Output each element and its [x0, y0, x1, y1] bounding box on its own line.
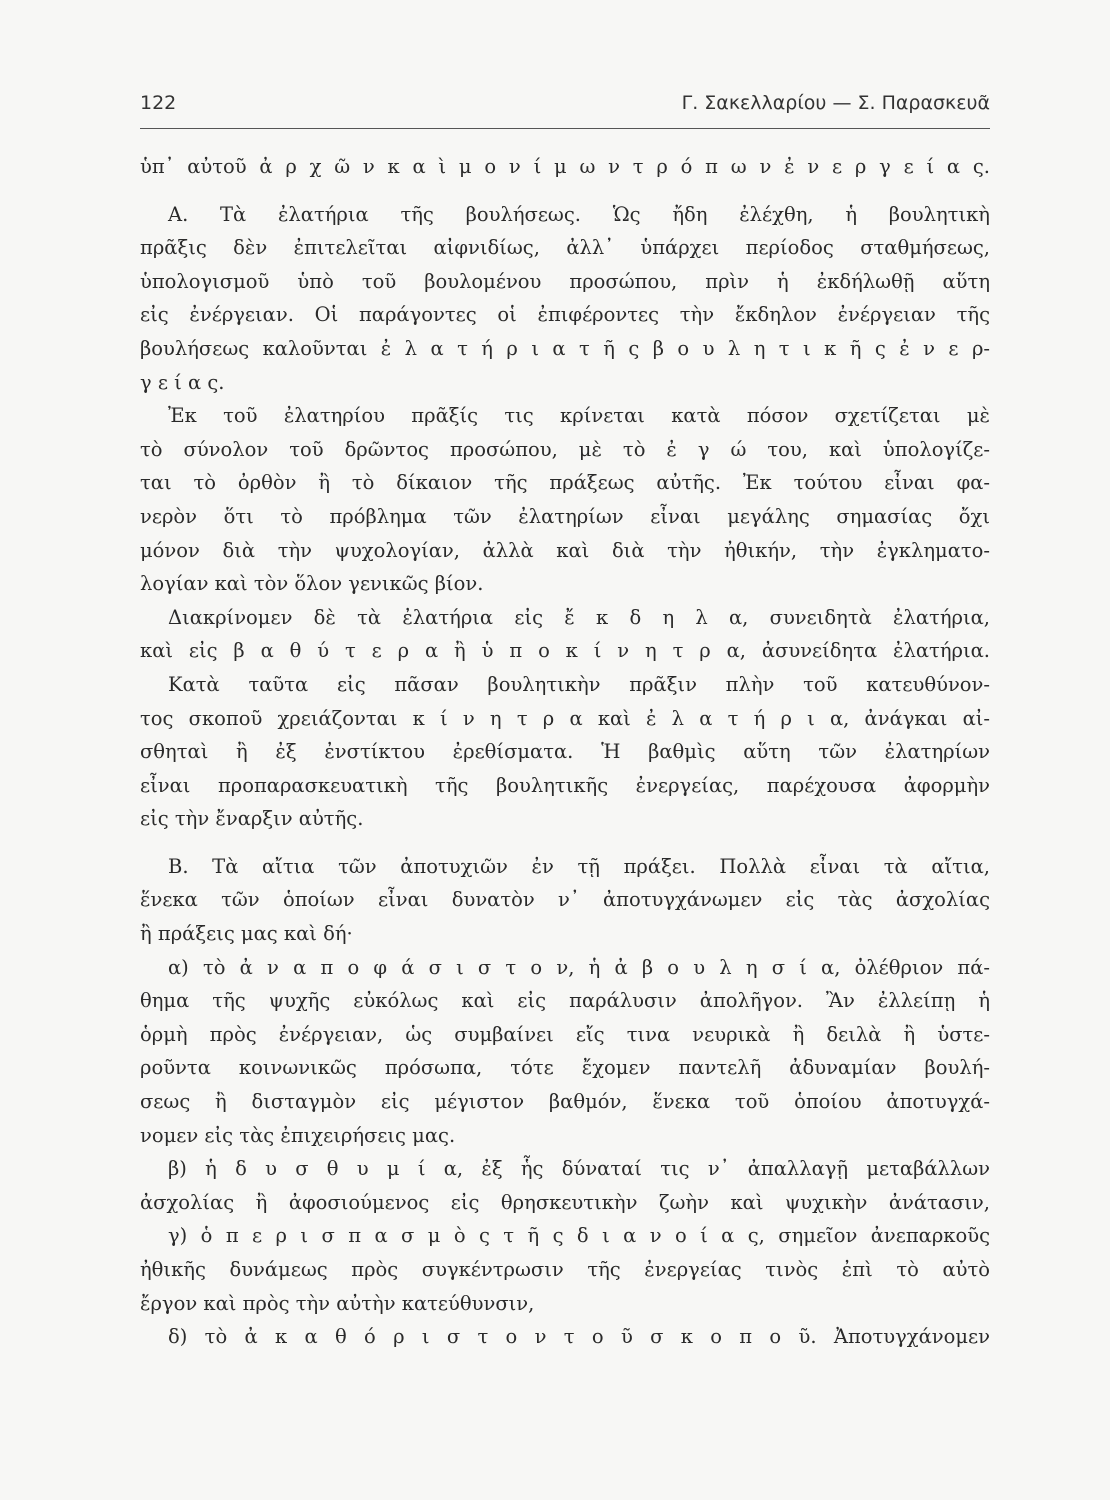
body-text [140, 150, 990, 1354]
text-line: ροῦντα κοινωνικῶς πρόσωπα, τότε ἔχομεν παντελῆ ἀδυναμίαν βουλή- [140, 1056, 990, 1080]
text-line: εἰς τὴν ἔναρξιν αὐτῆς. [140, 807, 364, 831]
list-item-b: β) ἡ δ υ σ θ υ μ ί α, ἐξ ἧς δύναταί τις ν᾽ ἀπαλλαγῇ μεταβάλλων [168, 1157, 990, 1181]
text-line: νομεν εἰς τὰς ἐπιχειρήσεις μας. [140, 1123, 456, 1147]
page-header [140, 88, 990, 129]
text-line: σθηταὶ ἢ ἐξ ἐνστίκτου ἐρεθίσματα. Ἡ βαθμὶς αὕτη τῶν ἐλατηρίων [140, 740, 990, 764]
text-line: βουλήσεως καλοῦνται ἐ λ α τ ή ρ ι α τ ῆ ς β ο υ λ η τ ι κ ῆ ς ἐ ν ε ρ- [140, 336, 990, 360]
list-item-d: δ) τὸ ἀ κ α θ ό ρ ι σ τ ο ν τ ο ῦ σ κ ο π ο ῦ. Ἀποτυγχάνομεν [168, 1325, 990, 1349]
text-line: λογίαν καὶ τὸν ὅλον γενικῶς βίον. [140, 572, 484, 596]
text-line: ἠθικῆς δυνάμεως πρὸς συγκέντρωσιν τῆς ἐνεργείας τινὸς ἐπὶ τὸ αὐτὸ [140, 1258, 990, 1281]
text-line: ἕνεκα τῶν ὁποίων εἶναι δυνατὸν ν᾽ ἀποτυγχάνωμεν εἰς τὰς ἀσχολίας [140, 888, 990, 912]
text-line: τος σκοποῦ χρειάζονται κ ί ν η τ ρ α καὶ ἐ λ α τ ή ρ ι α, ἀνάγκαι αἰ- [140, 706, 990, 730]
text-line: νερὸν ὅτι τὸ πρόβλημα τῶν ἐλατηρίων εἶναι μεγάλης σημασίας ὄχι [140, 504, 990, 528]
text-line: ἢ πράξεις μας καὶ δή· [140, 922, 353, 946]
paragraph-start: Ἐκ τοῦ ἐλατηρίου πρᾶξίς τις κρίνεται κατὰ πόσον σχετίζεται μὲ [168, 404, 990, 428]
list-item-c: γ) ὁ π ε ρ ι σ π α σ μ ὸ ς τ ῆ ς δ ι α ν ο ί α ς, σημεῖον ἀνεπαρκοῦς [168, 1224, 990, 1248]
text-line: θημα τῆς ψυχῆς εὐκόλως καὶ εἰς παράλυσιν ἀπολῆγον. Ἂν ἐλλείπῃ ἡ [140, 989, 990, 1013]
text-line: καὶ εἰς β α θ ύ τ ε ρ α ἢ ὑ π ο κ ί ν η τ ρ α, ἀσυνείδητα ἐλατήρια. [140, 639, 990, 663]
text-line: ται τὸ ὀρθὸν ἢ τὸ δίκαιον τῆς πράξεως αὐτῆς. Ἐκ τούτου εἶναι φα- [140, 471, 990, 495]
text-line: εἰς ἐνέργειαν. Οἱ παράγοντες οἱ ἐπιφέροντες τὴν ἔκδηλον ἐνέργειαν τῆς [140, 303, 990, 327]
paragraph-start: Διακρίνομεν δὲ τὰ ἐλατήρια εἰς ἔ κ δ η λ α, συνειδητὰ ἐλατήρια, [168, 605, 990, 629]
text-line: ὁρμὴ πρὸς ἐνέργειαν, ὡς συμβαίνει εἴς τινα νευρικὰ ἢ δειλὰ ἢ ὑστε- [140, 1022, 990, 1046]
text-line: πρᾶξις δὲν ἐπιτελεῖται αἰφνιδίως, ἀλλ᾽ ὑπάρχει περίοδος σταθμήσεως, [140, 236, 990, 260]
text-line: ἔργον καὶ πρὸς τὴν αὐτὴν κατεύθυνσιν, [140, 1291, 535, 1315]
text-line: ὑπολογισμοῦ ὑπὸ τοῦ βουλομένου προσώπου, πρὶν ἡ ἐκδήλωθῇ αὕτη [140, 269, 990, 293]
text-line: τὸ σύνολον τοῦ δρῶντος προσώπου, μὲ τὸ ἐ γ ώ του, καὶ ὑπολογίζε- [140, 437, 990, 461]
text-line: εἶναι προπαρασκευατικὴ τῆς βουλητικῆς ἐνεργείας, παρέχουσα ἀφορμὴν [140, 773, 990, 797]
text-line: ὑπ᾽ αὐτοῦ ἀ ρ χ ῶ ν κ α ὶ μ ο ν ί μ ω ν τ ρ ό π ω ν ἐ ν ε ρ γ ε ί α ς. [140, 155, 990, 178]
text-line: ἀσχολίας ἢ ἀφοσιούμενος εἰς θρησκευτικὴν ζωὴν καὶ ψυχικὴν ἀνάτασιν, [140, 1190, 990, 1214]
list-item-a: α) τὸ ἀ ν α π ο φ ά σ ι σ τ ο ν, ἡ ἀ β ο υ λ η σ ί α, ὀλέθριον πά- [168, 955, 990, 979]
text-line: σεως ἢ δισταγμὸν εἰς μέγιστον βαθμόν, ἕνεκα τοῦ ὁποίου ἀποτυγχά- [140, 1090, 990, 1114]
paragraph-start: Κατὰ ταῦτα εἰς πᾶσαν βουλητικὴν πρᾶξιν πλὴν τοῦ κατευθύνον- [168, 672, 990, 696]
running-head: Γ. Σακελλαρίου — Σ. Παρασκευᾶ [681, 92, 990, 114]
section-a-heading-line: Α. Τὰ ἐλατήρια τῆς βουλήσεως. Ὡς ἤδη ἐλέχθη, ἡ βουλητικὴ [168, 202, 990, 226]
text-line: γ ε ί α ς. [140, 370, 225, 394]
page-number: 122 [140, 92, 177, 114]
section-b-heading-line: Β. Τὰ αἴτια τῶν ἀποτυχιῶν ἐν τῇ πράξει. Πολλὰ εἶναι τὰ αἴτια, [168, 854, 990, 878]
text-line: μόνον διὰ τὴν ψυχολογίαν, ἀλλὰ καὶ διὰ τὴν ἠθικήν, τὴν ἐγκληματο- [140, 538, 990, 562]
